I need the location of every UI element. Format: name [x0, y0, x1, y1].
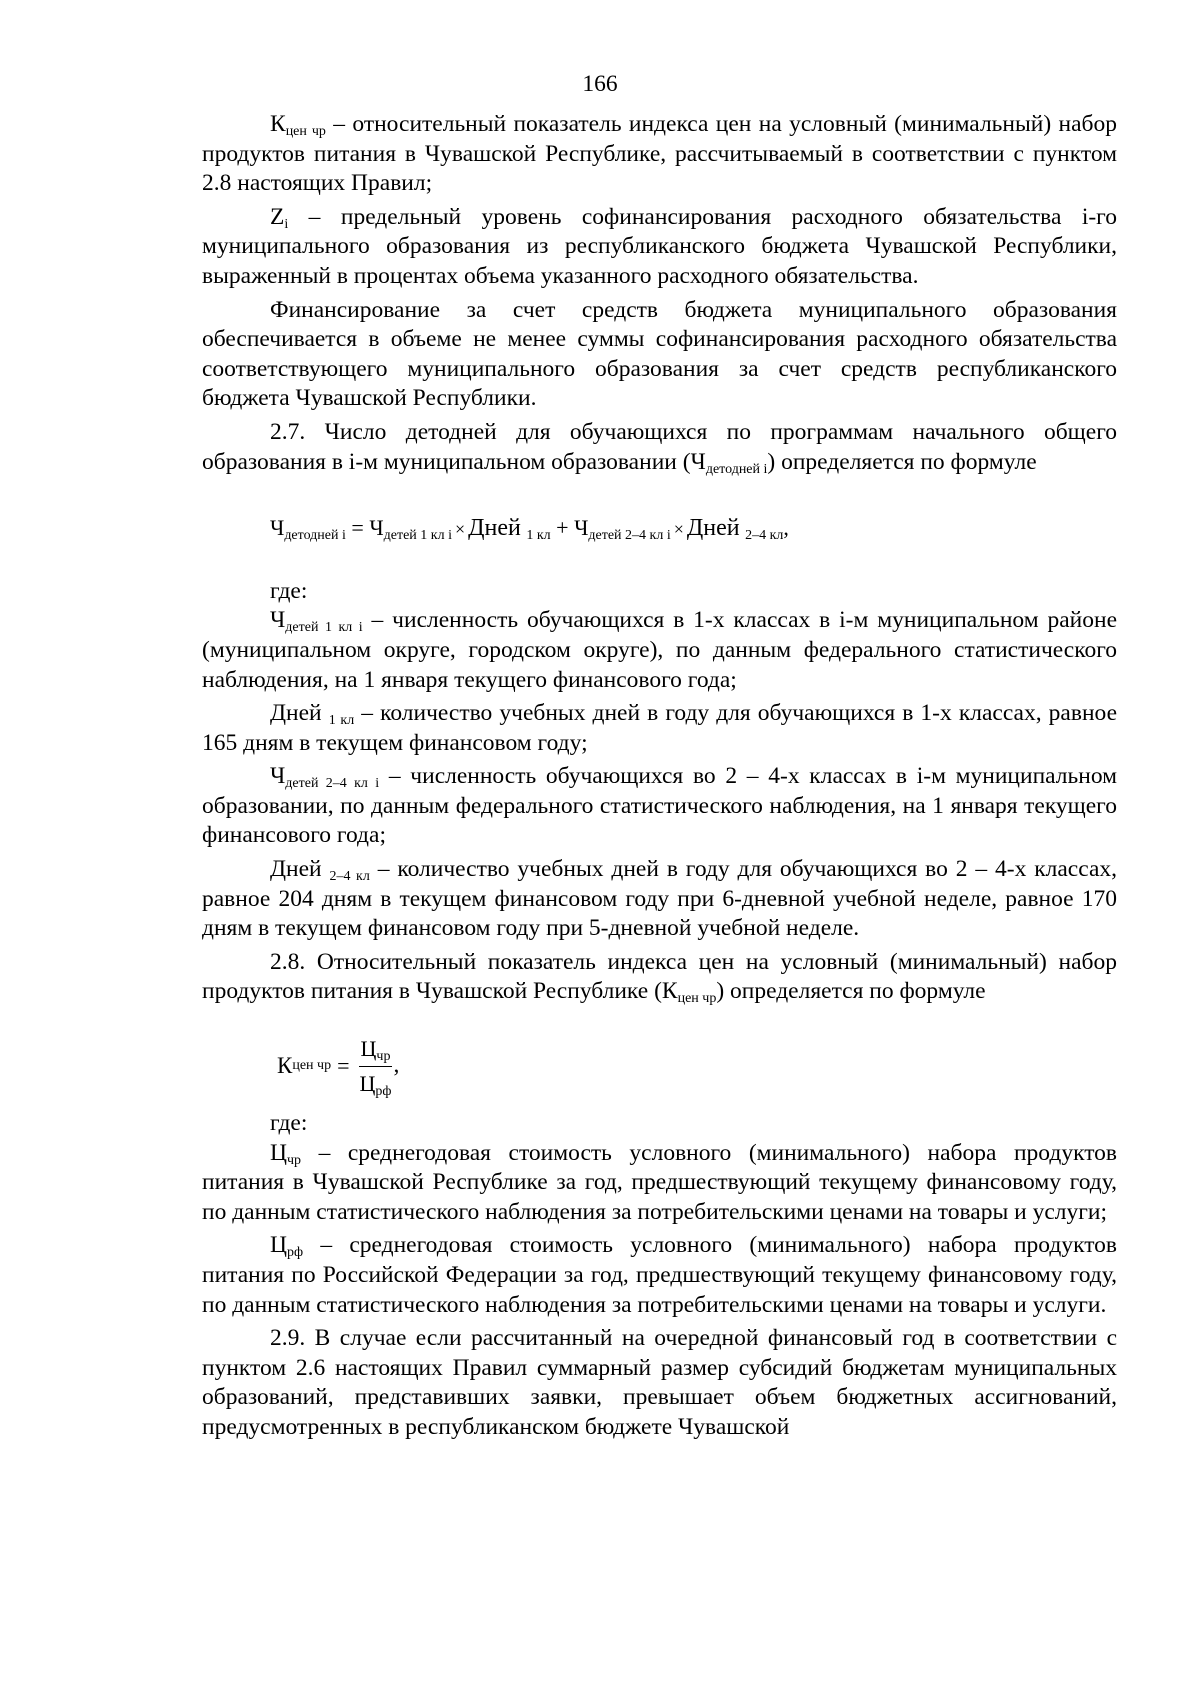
symbol: К — [270, 111, 286, 137]
definition-price-chr — [202, 1139, 1117, 1228]
definition-text: – численность обучающихся во 2 – 4-х классах в i-м муниципальном образовании, по данным федерального статистического наблюдения, на 1 января текущего финансового года; — [202, 763, 1117, 849]
formula-subscript: детей 2–4 кл i — [588, 528, 671, 544]
formula-punctuation: , — [783, 515, 789, 541]
paragraph-financing: Финансирование за счет средств бюджета муниципального образования обеспечивается в объеме не менее суммы софинансирования расходного обязательства соответствующего муниципального образования за счет средств республиканского бюджета Чувашской Республики. — [202, 296, 1117, 412]
symbol: Ч — [270, 607, 286, 634]
document-body — [202, 110, 1117, 1443]
formula-term: Дней — [686, 515, 740, 542]
definition-days-grade2-4 — [202, 855, 1117, 944]
symbol: Ц — [270, 1139, 287, 1166]
formula-lhs: Ч — [270, 515, 285, 541]
fraction-denominator — [358, 1067, 394, 1098]
formula-term: Ц — [360, 1035, 377, 1061]
formula-term: Дней — [468, 515, 521, 542]
symbol-subscript: 2–4 кл — [329, 869, 370, 885]
formula-subscript: 1 кл — [526, 528, 551, 544]
formula-price-index: К цен чр = $\frac{Ц_{чр}}{Ц_{рф}}$ , — [277, 1035, 400, 1099]
symbol-subscript: рф — [286, 1245, 304, 1261]
multiply-sign: × — [454, 519, 466, 540]
fraction — [358, 1035, 394, 1098]
paragraph-k-definition — [202, 110, 1117, 199]
paragraph-text: 2.7. Число детодней для обучающихся по программам начального общего образования в i-м муниципальном образовании (Ч — [202, 418, 1117, 475]
symbol-subscript: чр — [286, 1152, 302, 1168]
formula-subscript: чр — [376, 1048, 391, 1064]
formula-subscript: детодней i — [284, 528, 346, 544]
paragraph-2-7 — [202, 418, 1117, 477]
symbol-subscript: цен чр — [677, 991, 717, 1007]
symbol-subscript: детодней i — [705, 461, 768, 477]
formula-child-days — [202, 513, 1117, 545]
definition-text: – количество учебных дней в году для обучающихся в 1-х классах, равное 165 дням в текущем финансовом году; — [202, 700, 1117, 756]
definition-text: – количество учебных дней в году для обучающихся во 2 – 4-х классах, равное 204 дням в текущем финансовом году при 6-дневной учебной неделе, равное 170 дням в текущем финансовом году при 5-дневной учебной неделе. — [202, 856, 1118, 942]
symbol-subscript: детей 1 кл i — [285, 620, 363, 636]
plus-sign: + — [550, 515, 575, 541]
paragraph-2-8 — [202, 948, 1117, 1007]
paragraph-text: 2.8. Относительный показатель индекса цен на условный (минимальный) набор продуктов питания в Чувашской Республике (К — [202, 948, 1117, 1005]
equals-sign: = — [345, 515, 370, 541]
symbol-subscript: 1 кл — [328, 713, 355, 729]
symbol-subscript: детей 2–4 кл i — [285, 776, 380, 792]
symbol-subscript: цен чр — [285, 124, 326, 139]
definition-price-rf — [202, 1231, 1117, 1320]
formula-subscript: 2–4 кл — [745, 528, 784, 544]
definition-text: – относительный показатель индекса цен на условный (минимальный) набор продуктов питания в Чувашской Республике, рассчитываемый в соответствии с пунктом 2.8 настоящих Правил; — [202, 111, 1117, 197]
multiply-sign: × — [673, 519, 684, 540]
definition-days-grade1 — [202, 699, 1117, 758]
formula-subscript: рф — [375, 1083, 392, 1099]
paragraph-text: ) определяется по формуле — [716, 978, 986, 1005]
where-label: где: — [270, 577, 308, 604]
formula-term: Ц — [359, 1070, 376, 1096]
paragraph-2-9: 2.9. В случае если рассчитанный на очередной финансовый год в соответствии с пунктом 2.6 настоящих Правил суммарный размер субсидий бюджетам муниципальных образований, представивших заявки, превышает объем бюджетных ассигнований, предусмотренных в республиканском бюджете Чувашской — [202, 1325, 1117, 1440]
definition-text: – среднегодовая стоимость условного (минимального) набора продуктов питания в Чувашской Республике за год, предшествующий текущему финансовому году, по данным статистического наблюдения за потребительскими ценами на товары и услуги; — [202, 1139, 1117, 1225]
paragraph-z-definition — [202, 203, 1117, 292]
equals-sign: = — [337, 1053, 350, 1079]
symbol: Дней — [270, 856, 330, 883]
symbol: Дней — [270, 700, 329, 727]
definition-children-grade2-4 — [202, 762, 1117, 851]
formula-term: Ч — [369, 515, 384, 541]
definition-text: – среднегодовая стоимость условного (минимального) набора продуктов питания по Российской Федерации за год, предшествующий текущему финансовому году, по данным статистического наблюдения за потребительскими ценами на товары и услуги. — [202, 1232, 1117, 1318]
fraction-numerator — [359, 1035, 393, 1067]
formula-lhs: К — [277, 1053, 293, 1079]
definition-text: – численность обучающихся в 1-х классах в i-м муниципальном районе (муниципальном округе, городском округе), по данным федерального статистического наблюдения, на 1 января текущего финансового года; — [202, 607, 1117, 693]
formula-punctuation: , — [393, 1052, 400, 1079]
definition-text: – предельный уровень софинансирования расходного обязательства i-го муниципального образования из республиканского бюджета Чувашской Республики, выраженный в процентах объема указанного расходного обязательства. — [202, 203, 1117, 289]
symbol: Ц — [270, 1232, 287, 1259]
page-number: 166 — [582, 71, 618, 97]
paragraph-text: ) определяется по формуле — [767, 448, 1037, 475]
symbol-subscript: i — [284, 216, 289, 232]
formula-term: Ч — [574, 515, 589, 541]
formula-subscript: детей 1 кл i — [383, 528, 452, 544]
where-label: где: — [270, 1110, 308, 1137]
definition-children-grade1 — [202, 606, 1117, 695]
symbol: Z — [270, 203, 285, 230]
symbol: Ч — [270, 763, 286, 790]
